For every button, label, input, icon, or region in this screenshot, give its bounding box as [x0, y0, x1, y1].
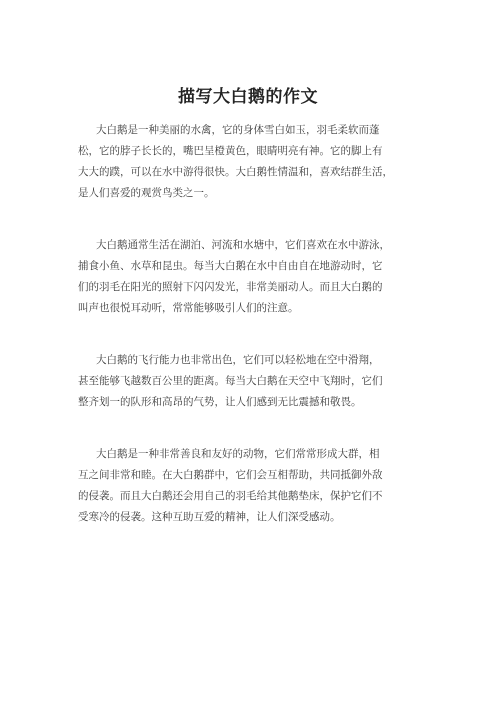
paragraph-line: 大白鹅的飞行能力也非常出色，它们可以轻松地在空中滑翔， [96, 354, 380, 366]
paragraph-line: 大大的蹼，可以在水中游得很快。大白鹅性情温和，喜欢结群生活， [78, 166, 393, 178]
paragraph-line: 大白鹅是一种美丽的水禽，它的身体雪白如玉，羽毛柔软而蓬 [96, 124, 380, 136]
paragraph-line: 捕食小鱼、水草和昆虫。每当大白鹅在水中自由自在地游动时，它 [78, 260, 383, 272]
paragraph-2 [78, 235, 438, 319]
paragraph-line: 大白鹅通常生活在湖泊、河流和水塘中，它们喜欢在水中游泳， [96, 239, 390, 251]
paragraph-1 [78, 120, 438, 204]
paragraph-line: 大白鹅是一种非常善良和友好的动物，它们常常形成大群，相 [96, 448, 380, 460]
paragraph-line: 甚至能够飞越数百公里的距离。每当大白鹅在天空中飞翔时，它们 [78, 375, 383, 387]
document-title: 描写大白鹅的作文 [178, 87, 318, 107]
paragraph-line: 叫声也很悦耳动听，常常能够吸引人们的注意。 [78, 302, 299, 314]
paragraph-line: 的侵袭。而且大白鹅还会用自己的羽毛给其他鹅垫床，保护它们不 [78, 490, 383, 502]
paragraph-3 [78, 350, 438, 413]
paragraph-line: 受寒冷的侵袭。这种互助互爱的精神，让人们深受感动。 [78, 511, 341, 523]
paragraph-line: 们的羽毛在阳光的照射下闪闪发光，非常美丽动人。而且大白鹅的 [78, 281, 383, 293]
paragraph-line: 互之间非常和睦。在大白鹅群中，它们会互相帮助，共同抵御外敌 [78, 469, 383, 481]
paragraph-line: 整齐划一的队形和高昂的气势，让人们感到无比震撼和敬畏。 [78, 396, 362, 408]
paragraph-4 [78, 444, 438, 528]
paragraph-line: 是人们喜爱的观赏鸟类之一。 [78, 187, 215, 199]
paragraph-line: 松，它的脖子长长的，嘴巴呈橙黄色，眼睛明亮有神。它的脚上有 [78, 145, 383, 157]
